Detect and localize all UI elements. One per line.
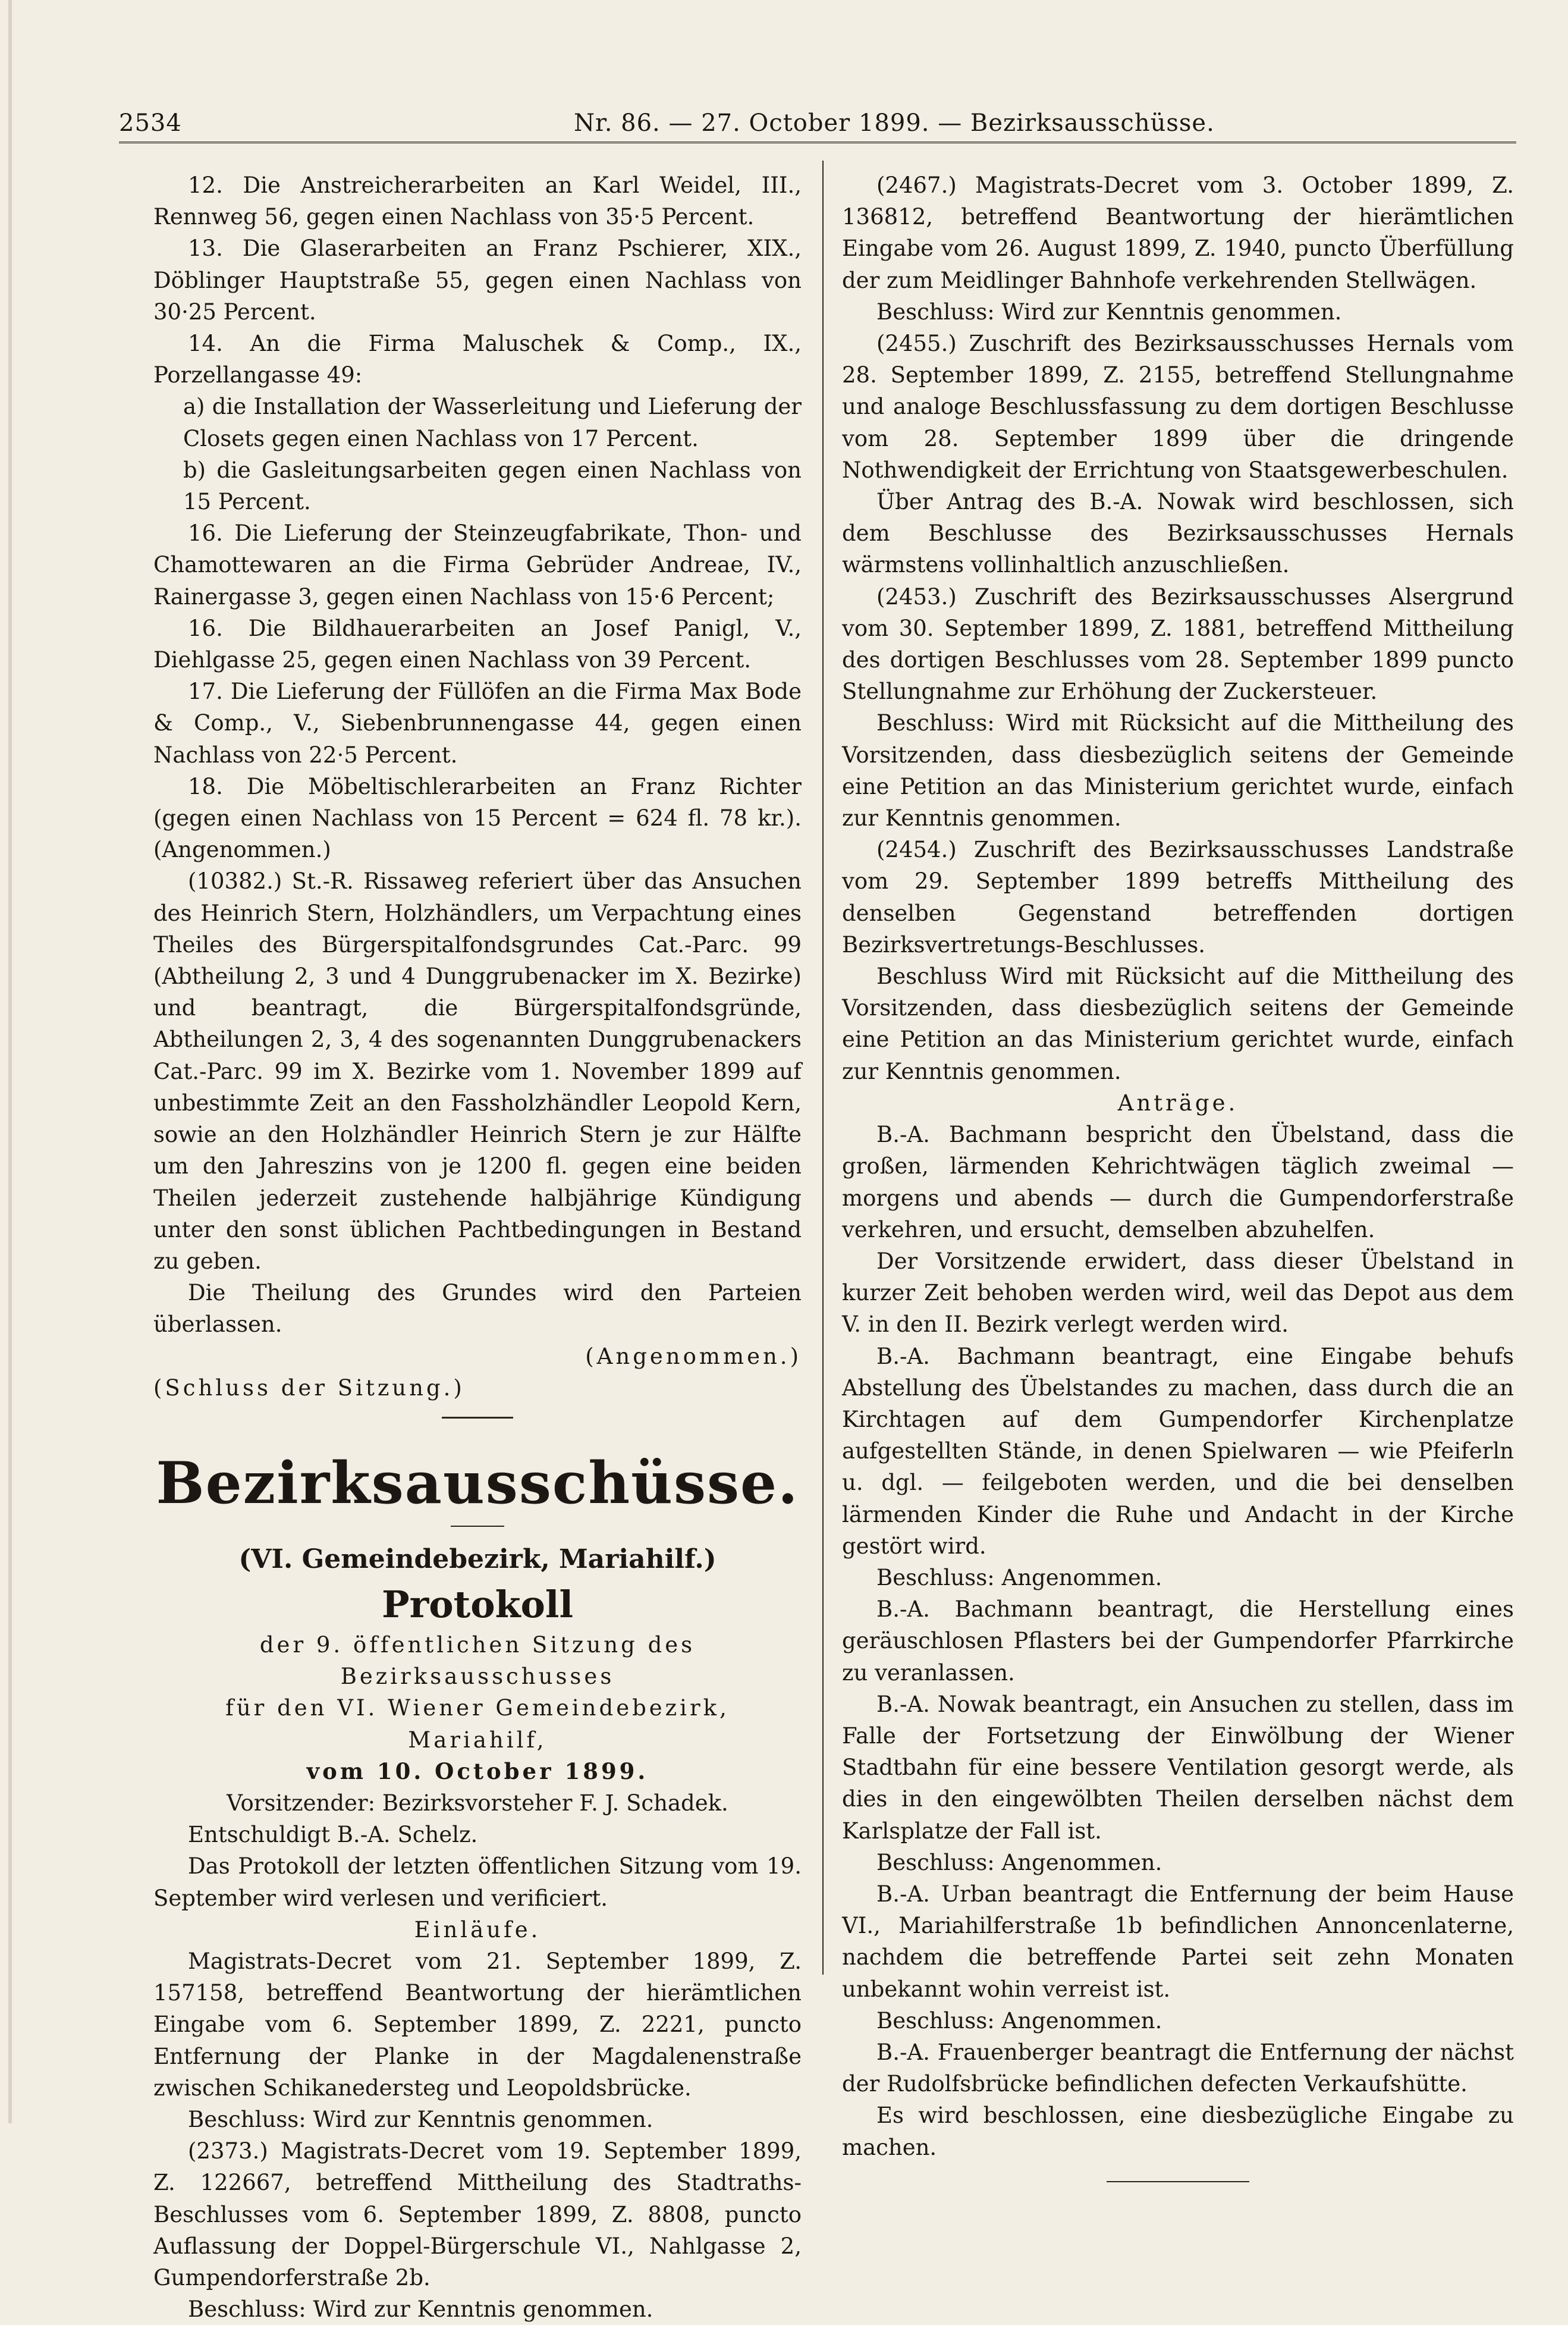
- division-note: Die Theilung des Grundes wird den Parteien überlassen.: [153, 1280, 802, 1338]
- motion-bachmann-1: B.-A. Bachmann bespricht den Übelstand, dass die großen, lärmenden Kehrichtwägen täglich zweimal — morgens und abends — durch die Gumpendorferstraße verkehren, und ersucht, demselben abzuhelfen.: [842, 1122, 1514, 1242]
- session-line-1: der 9. öffentlichen Sitzung des Bezirksausschusses: [259, 1631, 696, 1690]
- motion-bachmann-3: B.-A. Bachmann beantragt, die Herstellung eines geräuschlosen Pflasters bei der Gumpendorfer Pfarrkirche zu veranlassen.: [842, 1596, 1514, 1686]
- section-title: Bezirksausschüsse.: [156, 1449, 799, 1517]
- entry-decree-1-resolution: Beschluss: Wird zur Kenntnis genommen.: [188, 2106, 653, 2132]
- item-13: 13. Die Glaserarbeiten an Franz Pschierer, XIX., Döblinger Hauptstraße 55, gegen einen Nachlass von 30·25 Percent.: [153, 236, 802, 325]
- running-title: Nr. 86. — 27. October 1899. — Bezirksausschüsse.: [574, 109, 1215, 137]
- column-divider: [822, 161, 824, 1975]
- motion-nowak: B.-A. Nowak beantragt, ein Ansuchen zu stellen, dass im Falle der Fortsetzung der Einwölbung der Wiener Stadtbahn für eine bessere Ventilation gesorgt werde, als dies in den eingewölbten Theilen derselben nächst dem Karlsplatze der Fall ist.: [842, 1691, 1514, 1844]
- motion-urban: B.-A. Urban beantragt die Entfernung der beim Hause VI., Mariahilferstraße 1b befindlichen Annoncenlaterne, nachdem die betreffende Partei seit zehn Monaten unbekannt wohin verreist ist.: [842, 1881, 1514, 2002]
- page-number: 2534: [119, 109, 182, 137]
- entry-2455-resolution: Über Antrag des B.-A. Nowak wird beschlossen, sich dem Beschlusse des Bezirksausschusses Hernals wärmstens vollinhaltlich anzuschließen.: [842, 489, 1514, 578]
- item-12: 12. Die Anstreicherarbeiten an Karl Weidel, III., Rennweg 56, gegen einen Nachlass von 35·5 Percent.: [153, 172, 802, 230]
- einlaeufe-heading: Einläufe.: [414, 1916, 541, 1943]
- entry-2455: (2455.) Zuschrift des Bezirksausschusses Hernals vom 28. September 1899, Z. 2155, betreffend Stellungnahme und analoge Beschlussfassung zu dem dortigen Beschlusse vom 28. September 1899 über die dringende Nothwendigkeit der Errichtung von Staatsgewerbeschulen.: [842, 331, 1514, 483]
- item-14a: a) die Installation der Wasserleitung und Lieferung der Closets gegen einen Nachlass von 17 Percent.: [183, 394, 802, 451]
- motion-bachmann-2: B.-A. Bachmann beantragt, eine Eingabe behufs Abstellung des Übelstandes zu machen, dass durch die an Kirchtagen auf dem Gumpendorfer Kirchenplatze aufgestellten Stände, in denen Spielwaren — wie Pfeiferln u. dgl. — feilgeboten werden, und die bei denselben lärmenden Kinder die Ruhe und Andacht in der Kirche gestört wird.: [842, 1343, 1514, 1559]
- end-rule: [1107, 2181, 1249, 2182]
- entry-2453: (2453.) Zuschrift des Bezirksausschusses Alsergrund vom 30. September 1899, Z. 1881, betreffend Mittheilung des dortigen Beschlusses vom 28. September 1899 puncto Stellungnahme zur Erhöhung der Zuckersteuer.: [842, 583, 1514, 705]
- header-rule: [119, 142, 1516, 149]
- protokoll-heading: Protokoll: [381, 1582, 574, 1626]
- entry-2467: (2467.) Magistrats-Decret vom 3. October 1899, Z. 136812, betreffend Beantwortung der hierämtlichen Eingabe vom 26. August 1899, Z. 1940, puncto Überfüllung der zum Meidlinger Bahnhofe verkehrenden Stellwägen.: [842, 172, 1514, 293]
- session-date: vom 10. October 1899.: [306, 1758, 649, 1784]
- district-heading: (VI. Gemeindebezirk, Mariahilf.): [238, 1543, 717, 1574]
- accepted-note: (Angenommen.): [585, 1343, 802, 1369]
- entry-2373: (2373.) Magistrats-Decret vom 19. September 1899, Z. 122667, betreffend Mittheilung des Stadtraths-Beschlusses vom 6. September 1899, Z. 8808, puncto Auflassung der Doppel-Bürgerschule VI., Nahlgasse 2, Gumpendorferstraße 2b.: [153, 2138, 802, 2291]
- chairman-line: Vorsitzender: Bezirksvorsteher F. J. Schadek.: [227, 1790, 728, 1816]
- session-line-2: für den VI. Wiener Gemeindebezirk, Mariahilf,: [225, 1695, 730, 1753]
- entry-2373-resolution: Beschluss: Wird zur Kenntnis genommen.: [188, 2296, 653, 2323]
- session-end: (Schluss der Sitzung.): [153, 1375, 465, 1401]
- page-edge-shadow: [8, 0, 12, 2123]
- left-column: [153, 170, 802, 2325]
- entry-2453-resolution: Beschluss: Wird mit Rücksicht auf die Mittheilung des Vorsitzenden, dass diesbezüglich seitens der Gemeinde eine Petition an das Ministerium gerichtet wurde, einfach zur Kenntnis genommen.: [842, 710, 1514, 832]
- chair-reply: Der Vorsitzende erwidert, dass dieser Übelstand in kurzer Zeit behoben werden wird, weil das Depot aus dem V. in den II. Bezirk verlegt werden wird.: [842, 1248, 1514, 1338]
- motion-bachmann-2-resolution: Beschluss: Angenommen.: [876, 1564, 1162, 1590]
- item-18: 18. Die Möbeltischlerarbeiten an Franz Richter (gegen einen Nachlass von 15 Percent = 624 fl. 78 kr.). (Angenommen.): [153, 773, 802, 863]
- motion-urban-resolution: Beschluss: Angenommen.: [876, 2007, 1162, 2034]
- section-rule: [442, 1417, 513, 1419]
- antraege-heading: Anträge.: [1117, 1090, 1239, 1116]
- entry-decree-1: Magistrats-Decret vom 21. September 1899, Z. 157158, betreffend Beantwortung der hierämtlichen Eingabe vom 6. September 1899, Z. 2221, puncto Entfernung der Planke in der Magdalenenstraße zwischen Schikanedersteg und Leopoldsbrücke.: [153, 1948, 802, 2101]
- item-10382: (10382.) St.-R. Rissaweg referiert über das Ansuchen des Heinrich Stern, Holzhändlers, um Verpachtung eines Theiles des Bürgerspitalfondsgrundes Cat.-Parc. 99 (Abtheilung 2, 3 und 4 Dunggrubenacker im X. Bezirke) und beantragt, die Bürgerspitalfondsgründe, Abtheilungen 2, 3, 4 des sogenannten Dunggrubenackers Cat.-Parc. 99 im X. Bezirke vom 1. November 1899 auf unbestimmte Zeit an den Fassholzhändler Leopold Kern, sowie an den Holzhändler Heinrich Stern je zur Hälfte um den Jahreszins von je 1200 fl. gegen eine beiden Theilen jederzeit zustehende halbjährige Kündigung unter den sonst üblichen Pachtbedingungen in Bestand zu geben.: [153, 868, 802, 1274]
- page-header: [119, 101, 1516, 149]
- right-column: [842, 170, 1514, 2182]
- item-16a: 16. Die Lieferung der Steinzeugfabrikate, Thon- und Chamottewaren an die Firma Gebrüder Andreae, IV., Rainergasse 3, gegen einen Nachlass von 15·6 Percent;: [153, 520, 802, 610]
- title-rule: [451, 1526, 504, 1527]
- minutes-line: Das Protokoll der letzten öffentlichen Sitzung vom 19. September wird verlesen und verificiert.: [153, 1853, 802, 1911]
- excused-line: Entschuldigt B.-A. Schelz.: [188, 1822, 478, 1848]
- item-17: 17. Die Lieferung der Füllöfen an die Firma Max Bode & Comp., V., Siebenbrunnengasse 44, gegen einen Nachlass von 22·5 Percent.: [153, 679, 802, 768]
- motion-nowak-resolution: Beschluss: Angenommen.: [876, 1849, 1162, 1875]
- entry-2454: (2454.) Zuschrift des Bezirksausschusses Landstraße vom 29. September 1899 betreffs Mittheilung des denselben Gegenstand betreffenden dortigen Bezirksvertretungs-Beschlusses.: [842, 837, 1514, 958]
- motion-frauenberger: B.-A. Frauenberger beantragt die Entfernung der nächst der Rudolfsbrücke befindlichen defecten Verkaufshütte.: [842, 2039, 1514, 2097]
- entry-2467-resolution: Beschluss: Wird zur Kenntnis genommen.: [876, 299, 1342, 325]
- item-14b: b) die Gasleitungsarbeiten gegen einen Nachlass von 15 Percent.: [183, 457, 802, 515]
- entry-2454-resolution: Beschluss Wird mit Rücksicht auf die Mittheilung des Vorsitzenden, dass diesbezüglich seitens der Gemeinde eine Petition an das Ministerium gerichtet wurde, einfach zur Kenntnis genommen.: [842, 964, 1514, 1084]
- item-16b: 16. Die Bildhauerarbeiten an Josef Panigl, V., Diehlgasse 25, gegen einen Nachlass von 39 Percent.: [153, 615, 802, 673]
- item-14: 14. An die Firma Maluschek & Comp., IX., Porzellangasse 49:: [153, 331, 802, 388]
- motion-frauenberger-resolution: Es wird beschlossen, eine diesbezügliche Eingabe zu machen.: [842, 2103, 1514, 2160]
